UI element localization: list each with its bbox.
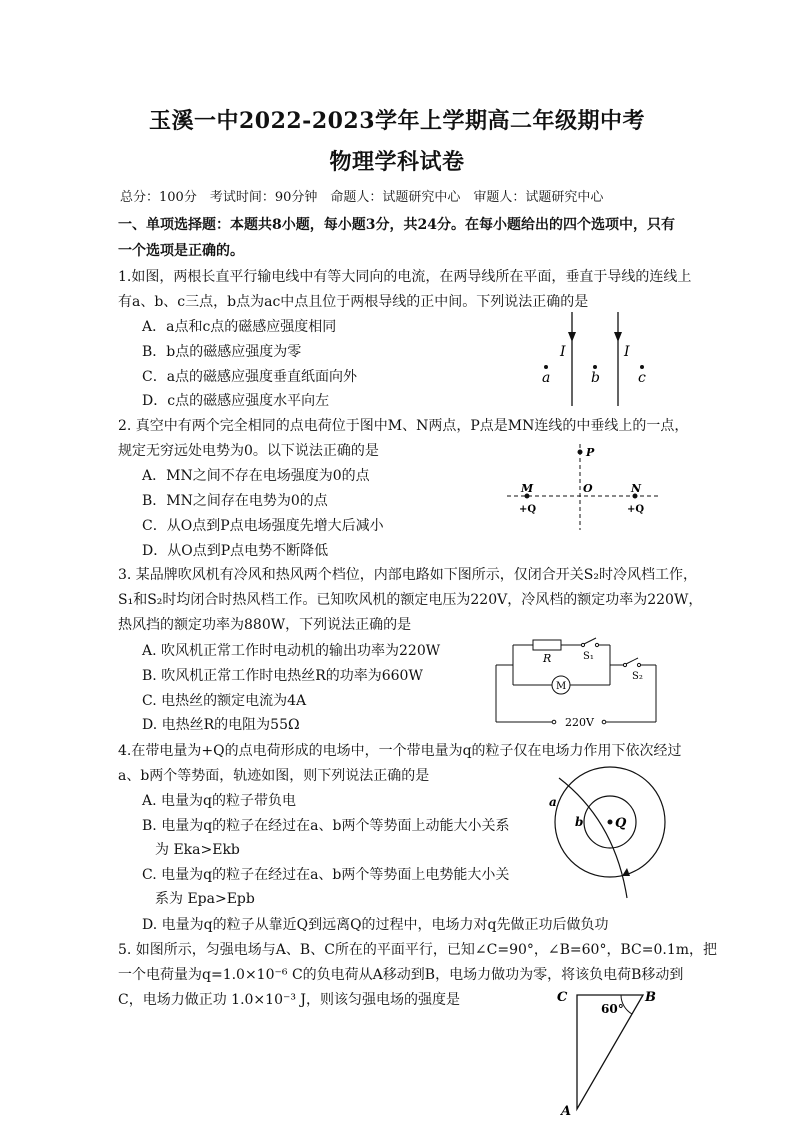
q1-current-label-2: I [624, 344, 630, 360]
q5-point-b: B [645, 990, 656, 1005]
exam-meta: 总分：100分 考试时间：90分钟 命题人：试题研究中心 审题人：试题研究中心 [120, 190, 604, 205]
q5-line1: 5. 如图所示，匀强电场与A、B、C所在的平面平行，已知∠C=90°，∠B=60°，BC=0.1m，把 [118, 942, 717, 958]
q1-point-a: a [542, 370, 551, 386]
q2-charge-m: +Q [519, 504, 537, 515]
q3-circuit [488, 630, 663, 730]
q4-line2: a、b两个等势面，轨迹如图，则下列说法正确的是 [118, 768, 430, 784]
q5-figure [555, 985, 665, 1119]
q4-option-c: C. 电量为q的粒子在经过在a、b两个等势面上电势能大小关 [142, 867, 510, 883]
q1-current-label-1: I [560, 344, 566, 360]
q3-line3: 热风挡的额定功率为880W，下列说法正确的是 [118, 617, 412, 633]
q4-charge-q: Q [615, 816, 627, 831]
q5-point-c: C [557, 990, 568, 1005]
q1-line2: 有a、b、c三点，b点为ac中点且位于两根导线的正中间。下列说法正确的是 [118, 294, 589, 310]
q3-option-b: B. 吹风机正常工作时电热丝R的功率为660W [142, 668, 423, 684]
q4-trajectory [559, 778, 627, 898]
q4-option-b: B. 电量为q的粒子在经过在a、b两个等势面上动能大小关系 [142, 818, 510, 834]
q2-option-a: A．MN之间不存在电场强度为0的点 [142, 468, 370, 484]
q4-surface-b: b [575, 815, 584, 829]
q2-charge-n: +Q [627, 504, 645, 515]
q2-line1: 2. 真空中有两个完全相同的点电荷位于图中M、N两点，P点是MN连线的中垂线上的一点， [118, 418, 689, 434]
q1-figure [530, 310, 670, 410]
q5-angle-label: 60° [601, 1002, 624, 1016]
q3-option-a: A. 吹风机正常工作时电动机的输出功率为220W [142, 643, 441, 659]
q2-point-n: N [631, 482, 642, 495]
q4-option-b-cont: 为 Eka>Ekb [155, 842, 240, 858]
exam-title: 玉溪一中2022-2023学年上学期高二年级期中考 [148, 108, 646, 134]
q3-option-d: D. 电热丝R的电阻为55Ω [142, 717, 300, 733]
q3-option-c: C. 电热丝的额定电流为4A [142, 693, 307, 709]
q2-option-d: D．从O点到P点电势不断降低 [142, 543, 329, 559]
q4-option-a: A. 电量为q的粒子带负电 [142, 793, 296, 809]
resistor-r [533, 640, 561, 650]
q3-label-r: R [543, 652, 552, 665]
q3-label-motor: M [556, 681, 567, 692]
q1-option-b: B．b点的磁感应强度为零 [142, 344, 302, 360]
q2-option-c: C．从O点到P点电场强度先增大后减小 [142, 518, 384, 534]
q5-point-a: A [561, 1104, 572, 1119]
q1-point-c: c [638, 370, 646, 386]
q1-option-d: D．c点的磁感应强度水平向左 [142, 393, 330, 409]
q4-option-d: D. 电量为q的粒子从靠近Q到远离Q的过程中，电场力对q先做正功后做负功 [142, 917, 609, 933]
q3-line1: 3. 某品牌吹风机有冷风和热风两个档位，内部电路如下图所示，仅闭合开关S₂时冷风档工作， [118, 567, 698, 583]
q4-figure [525, 766, 675, 906]
q3-label-s1: S₁ [583, 651, 594, 662]
q3-label-voltage: 220V [565, 716, 594, 729]
q1-line1: 1.如图，两根长直平行输电线中有等大同向的电流，在两导线所在平面，垂直于导线的连线上 [118, 269, 692, 285]
q2-point-o: O [583, 482, 593, 495]
exam-subtitle: 物理学科试卷 [329, 149, 465, 175]
section1-line1: 一、单项选择题：本题共8小题，每小题3分，共24分。在每小题给出的四个选项中，只有 [118, 217, 675, 233]
switch-s1 [584, 638, 596, 644]
q3-line2: S₁和S₂时均闭合时热风档工作。已知吹风机的额定电压为220V，冷风档的额定功率为220W， [118, 592, 703, 608]
q3-label-s2: S₂ [632, 671, 643, 682]
q4-surface-a: a [549, 795, 557, 809]
q1-option-c: C．a点的磁感应强度垂直纸面向外 [142, 369, 358, 385]
q1-option-a: A．a点和c点的磁感应强度相同 [142, 319, 337, 335]
section1-line2: 一个选项是正确的。 [118, 243, 244, 259]
switch-s2 [626, 658, 638, 664]
q5-line3: C，电场力做正功 1.0×10⁻³ J，则该匀强电场的强度是 [118, 992, 461, 1008]
q1-point-b: b [591, 370, 600, 386]
q5-line2: 一个电荷量为q=1.0×10⁻⁶ C的负电荷从A移动到B，电场力做功为零，将该负电荷B移动到 [118, 967, 684, 983]
q4-line1: 4.在带电量为+Q的点电荷形成的电场中，一个带电量为q的粒子仅在电场力作用下依次经过 [118, 743, 682, 759]
q2-option-b: B．MN之间存在电势为0的点 [142, 493, 328, 509]
q2-figure [505, 440, 665, 532]
q2-point-m: M [521, 482, 534, 495]
q4-option-c-cont: 系为 Epa>Epb [155, 891, 255, 907]
q2-line2: 规定无穷远处电势为0。以下说法正确的是 [118, 443, 379, 459]
q2-point-p: P [586, 446, 595, 459]
